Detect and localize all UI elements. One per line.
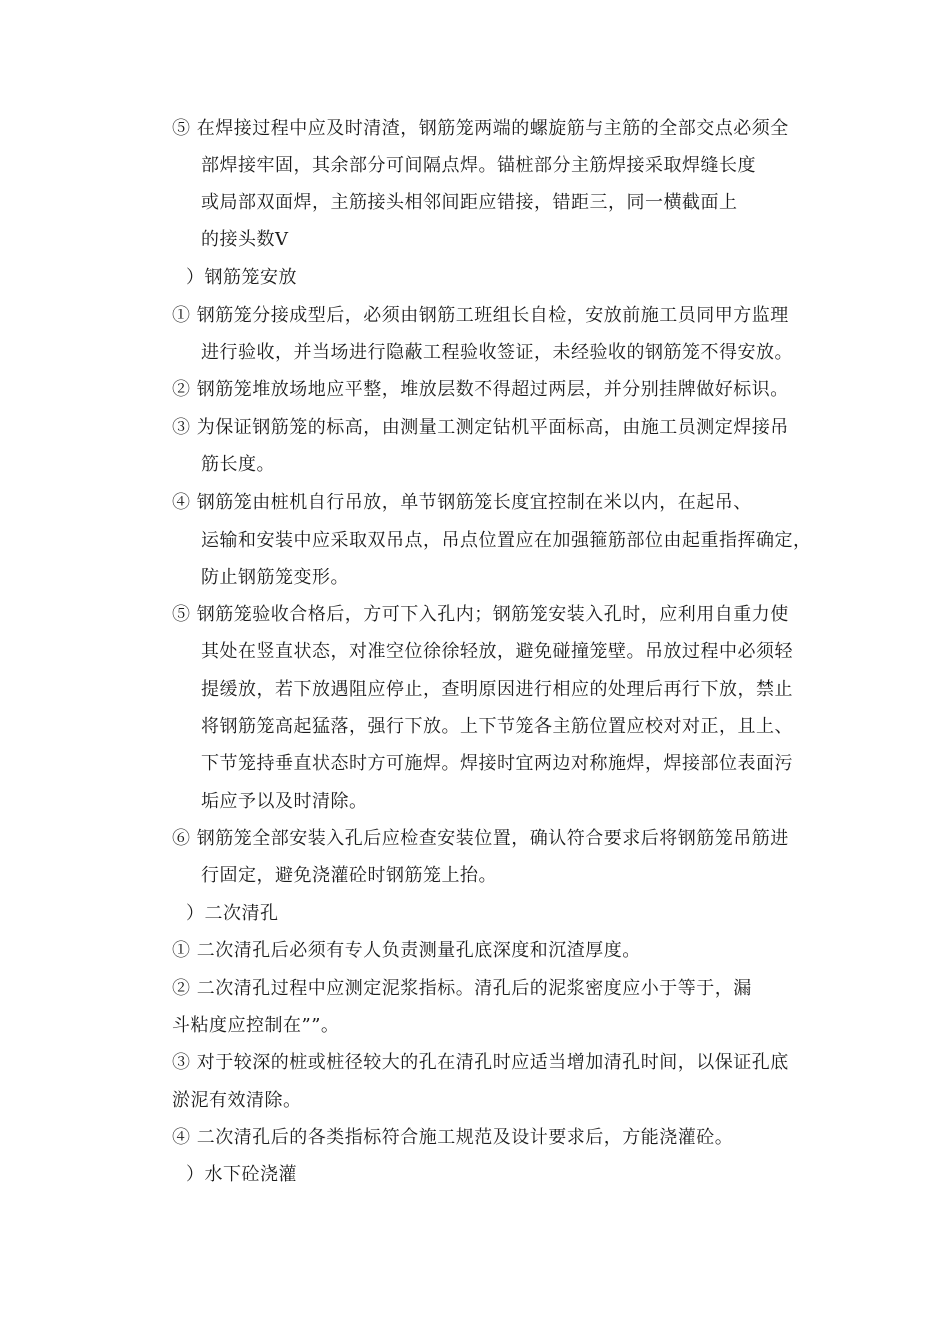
text-line: 下节笼持垂直状态时方可施焊。焊接时宜两边对称施焊，焊接部位表面污 — [201, 753, 793, 774]
text-line: 提缓放，若下放遇阻应停止，查明原因进行相应的处理后再行下放，禁止 — [201, 679, 793, 700]
text-line: 进行验收，并当场进行隐蔽工程验收签证，未经验收的钢筋笼不得安放。 — [201, 342, 793, 363]
text-line: ③ 对于较深的桩或桩径较大的孔在清孔时应适当增加清孔时间，以保证孔底 — [172, 1052, 789, 1073]
text-line: ② 二次清孔过程中应测定泥浆指标。清孔后的泥浆密度应小于等于，漏 — [172, 978, 752, 999]
text-line: ⑤ 在焊接过程中应及时清渣，钢筋笼两端的螺旋筋与主筋的全部交点必须全 — [172, 118, 789, 139]
text-line: 筋长度。 — [201, 454, 275, 475]
text-line: ④ 钢筋笼由桩机自行吊放，单节钢筋笼长度宜控制在米以内，在起吊、 — [172, 492, 752, 513]
text-line: 行固定，避免浇灌砼时钢筋笼上抬。 — [201, 865, 497, 886]
text-line: 或局部双面焊，主筋接头相邻间距应错接，错距三，同一横截面上 — [201, 192, 738, 213]
text-line: ⑤ 钢筋笼验收合格后，方可下入孔内；钢筋笼安装入孔时，应利用自重力使 — [172, 604, 789, 625]
text-line: ③ 为保证钢筋笼的标高，由测量工测定钻机平面标高，由施工员测定焊接吊 — [172, 417, 789, 438]
text-line: 淤泥有效清除。 — [172, 1090, 302, 1111]
text-line: ① 钢筋笼分接成型后，必须由钢筋工班组长自检，安放前施工员同甲方监理 — [172, 305, 789, 326]
text-line: 部焊接牢固，其余部分可间隔点焊。锚桩部分主筋焊接采取焊缝长度 — [201, 155, 756, 176]
section-heading: ）钢筋笼安放 — [186, 267, 297, 288]
text-line: ① 二次清孔后必须有专人负责测量孔底深度和沉渣厚度。 — [172, 940, 641, 961]
text-line: ⑥ 钢筋笼全部安装入孔后应检查安装位置，确认符合要求后将钢筋笼吊筋进 — [172, 828, 789, 849]
text-line: ② 钢筋笼堆放场地应平整，堆放层数不得超过两层，并分别挂牌做好标识。 — [172, 379, 789, 400]
text-line: 垢应予以及时清除。 — [201, 791, 368, 812]
text-line: 运输和安装中应采取双吊点，吊点位置应在加强箍筋部位由起重指挥确定， — [201, 530, 812, 551]
text-line: 防止钢筋笼变形。 — [201, 567, 349, 588]
section-heading: ）二次清孔 — [186, 903, 279, 924]
text-line: 斗粘度应控制在””。 — [172, 1015, 340, 1036]
text-line: 其处在竖直状态，对准空位徐徐轻放，避免碰撞笼壁。吊放过程中必须轻 — [201, 641, 793, 662]
text-line: 将钢筋笼高起猛落，强行下放。上下节笼各主筋位置应校对对正，且上、 — [201, 716, 793, 737]
text-line: 的接头数Ⅴ — [201, 229, 289, 250]
section-heading: ）水下砼浇灌 — [186, 1164, 297, 1185]
text-line: ④ 二次清孔后的各类指标符合施工规范及设计要求后，方能浇灌砼。 — [172, 1127, 734, 1148]
